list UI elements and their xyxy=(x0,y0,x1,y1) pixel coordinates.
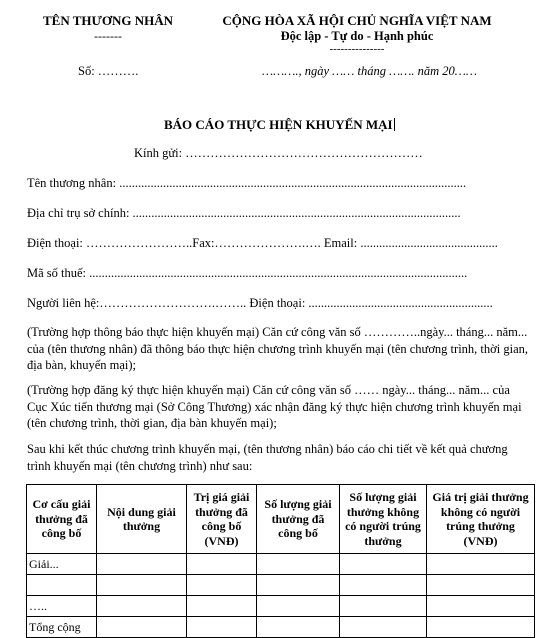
document-date: ………., ngày …… tháng ……. năm 20…… xyxy=(262,64,477,78)
table-header-cell: Số lượng giải thưởng không có người trúng thưởng xyxy=(340,485,427,554)
table-cell xyxy=(97,575,187,596)
table-cell xyxy=(427,554,535,575)
table-header-cell: Số lượng giải thưởng đã công bố xyxy=(257,485,340,554)
table-cell xyxy=(340,554,427,575)
motto-dashes: --------------- xyxy=(329,43,385,55)
document-title-text: BÁO CÁO THỰC HIỆN KHUYẾN MẠI xyxy=(164,117,393,132)
table-cell xyxy=(340,596,427,617)
paragraph-notification-case: (Trường hợp thông báo thực hiện khuyến mại) Căn cứ công văn số …………..ngày... tháng... năm... của (tên thương nhân) đã thông báo thực hiện chương trình khuyến mại (tên chương trình, thời gian, địa bàn, khuyến mại); xyxy=(27,325,528,372)
paragraph-report-intro: Sau khi kết thúc chương trình khuyến mại, (tên thương nhân) báo cáo chi tiết về kết quả chương trình khuyến mại (tên chương trình) như sau: xyxy=(27,442,508,473)
table-cell: Tổng cộng xyxy=(27,617,97,638)
phone-fax-email-field: Điện thoại: ……………………..Fax:………………….…. Email: ............................................ xyxy=(27,236,498,250)
table-cell xyxy=(97,617,187,638)
table-cell xyxy=(97,554,187,575)
paragraph-registration-case: (Trường hợp đăng ký thực hiện khuyến mại) Căn cứ công văn số …… ngày... tháng... năm... của Cục Xúc tiến thương mại (Sở Công Thương) xác nhận đăng ký thực hiện chương trình khuyến mại (tên chương trình, thời gian, địa bàn khuyến mại); xyxy=(27,383,522,430)
merchant-dashes: ------- xyxy=(94,29,122,43)
prize-report-table xyxy=(26,484,535,638)
merchant-name-field: Tên thương nhân: ............................................................................................................... xyxy=(27,176,467,190)
table-cell xyxy=(257,575,340,596)
table-cell: ….. xyxy=(27,596,97,617)
table-cell xyxy=(187,596,257,617)
table-row xyxy=(27,596,535,617)
table-header-cell: Cơ cấu giải thưởng đã công bố xyxy=(27,485,97,554)
table-cell xyxy=(187,617,257,638)
addressee-line: Kính gửi: ………………………………………………… xyxy=(134,146,423,160)
tax-code-field: Mã số thuế: ......................................................................................................................... xyxy=(27,266,468,280)
republic-heading: CỘNG HÒA XÃ HỘI CHỦ NGHĨA VIỆT NAM xyxy=(222,13,492,28)
table-cell xyxy=(340,575,427,596)
document-title xyxy=(164,117,395,133)
table-cell xyxy=(257,554,340,575)
table-cell xyxy=(257,596,340,617)
table-cell xyxy=(427,596,535,617)
document-number: Số: ………. xyxy=(78,64,139,78)
table-cell xyxy=(187,554,257,575)
table-row xyxy=(27,575,535,596)
contact-field: Người liên hệ:……………………….…….. Điện thoại: ........................................................... xyxy=(27,296,493,310)
table-header-row xyxy=(27,485,535,554)
table-header-cell: Giá trị giải thưởng không có người trúng thưởng (VNĐ) xyxy=(427,485,535,554)
address-field: Địa chỉ trụ sở chính: ......................................................................................................... xyxy=(27,206,461,220)
table-cell xyxy=(257,617,340,638)
table-cell xyxy=(340,617,427,638)
table-cell xyxy=(27,575,97,596)
table-cell xyxy=(427,575,535,596)
table-row xyxy=(27,554,535,575)
table-header-cell: Nội dung giải thưởng xyxy=(97,485,187,554)
table-row xyxy=(27,617,535,638)
table-cell xyxy=(427,617,535,638)
table-cell: Giải... xyxy=(27,554,97,575)
table-header-cell: Trị giá giải thưởng đã công bố (VNĐ) xyxy=(187,485,257,554)
text-cursor xyxy=(394,118,395,131)
motto: Độc lập - Tự do - Hạnh phúc xyxy=(280,29,434,43)
merchant-name-label: TÊN THƯƠNG NHÂN xyxy=(42,13,173,28)
table-cell xyxy=(97,596,187,617)
table-cell xyxy=(187,575,257,596)
